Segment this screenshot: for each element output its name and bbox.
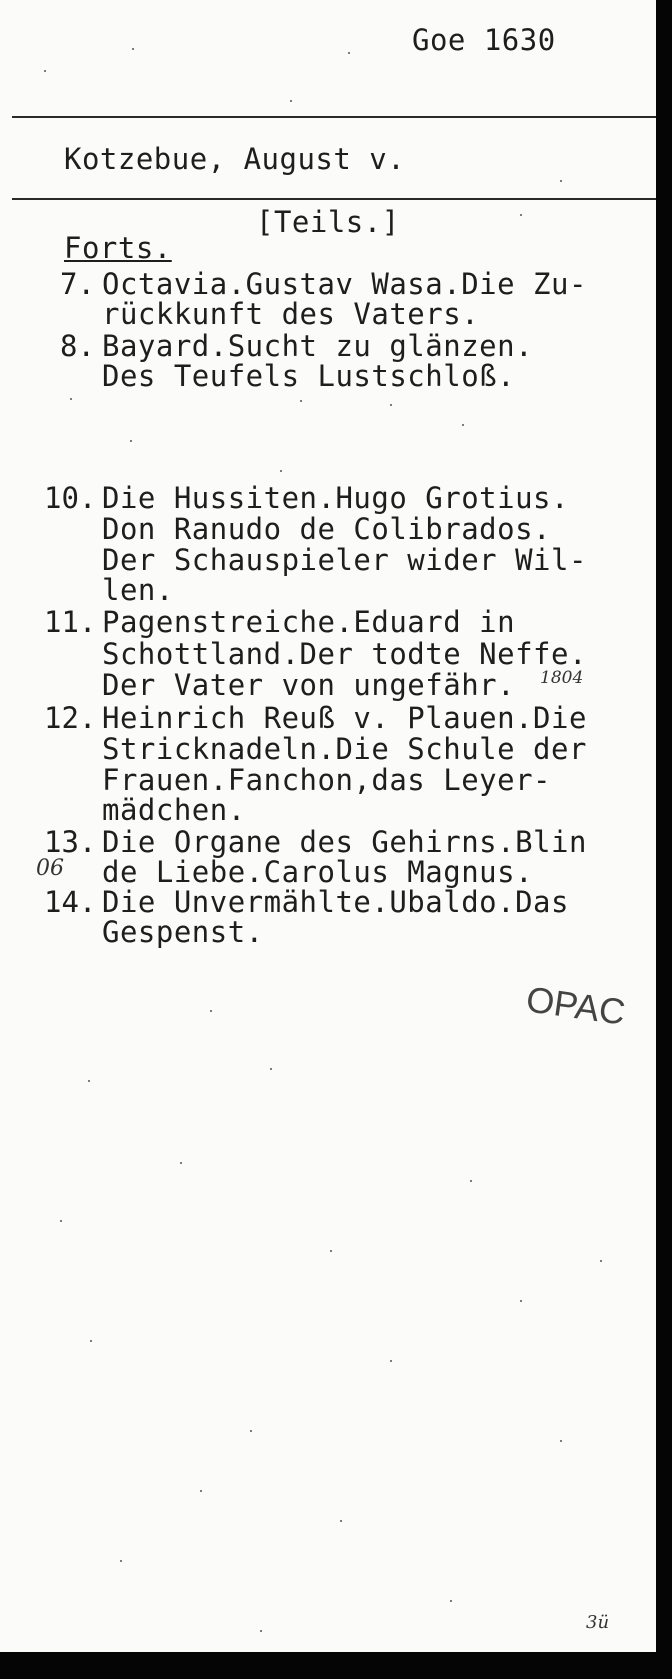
entry-line: Stricknadeln.Die Schule der: [102, 732, 587, 766]
entry-number: 11.: [44, 605, 97, 639]
handwritten-year-06: 06: [36, 856, 64, 881]
entry-line: Heinrich Reuß v. Plauen.Die: [102, 701, 587, 735]
entry-line: Die Unvermählte.Ubaldo.Das: [102, 885, 569, 919]
corner-mark: 3ü: [586, 1612, 610, 1633]
entry-line: de Liebe.Carolus Magnus.: [102, 855, 534, 889]
entry-line: Bayard.Sucht zu glänzen.: [102, 329, 534, 363]
entry-line: rückkunft des Vaters.: [102, 297, 480, 331]
entry-number: 10.: [44, 481, 97, 515]
entry-number: 7.: [60, 267, 95, 301]
entry-line: Gespenst.: [102, 915, 264, 949]
scan-edge-bottom: [0, 1652, 672, 1679]
entry-line: Die Hussiten.Hugo Grotius.: [102, 481, 569, 515]
call-number: Goe 1630: [412, 23, 556, 57]
header-rule-bottom: [12, 198, 656, 200]
entry-line: Die Organe des Gehirns.Blin: [102, 825, 587, 859]
entry-line: len.: [102, 573, 174, 607]
handwritten-year-1804: 1804: [540, 668, 584, 688]
entry-line: mädchen.: [102, 793, 246, 827]
entry-number: 12.: [44, 701, 97, 735]
entry-line: Der Schauspieler wider Wil-: [102, 543, 587, 577]
entry-line: Des Teufels Lustschloß.: [102, 359, 516, 393]
entry-line: Pagenstreiche.Eduard in: [102, 605, 516, 639]
entry-number: 13.: [44, 825, 97, 859]
entry-number: 8.: [60, 329, 95, 363]
entry-line: Octavia.Gustav Wasa.Die Zu-: [102, 267, 587, 301]
entry-line: Don Ranudo de Colibrados.: [102, 512, 551, 546]
scan-edge-right: [656, 0, 672, 1679]
header-rule-top: [12, 116, 656, 118]
entry-line: Frauen.Fanchon,das Leyer-: [102, 763, 551, 797]
section-label: [Teils.]: [256, 205, 400, 239]
opac-stamp: OPAC: [523, 978, 628, 1033]
entry-line: Schottland.Der todte Neffe.: [102, 637, 587, 671]
author-heading: Kotzebue, August v.: [64, 142, 406, 176]
forts-label: Forts.: [64, 231, 172, 265]
entry-number: 14.: [44, 885, 97, 919]
entry-line: Der Vater von ungefähr.: [102, 668, 516, 702]
